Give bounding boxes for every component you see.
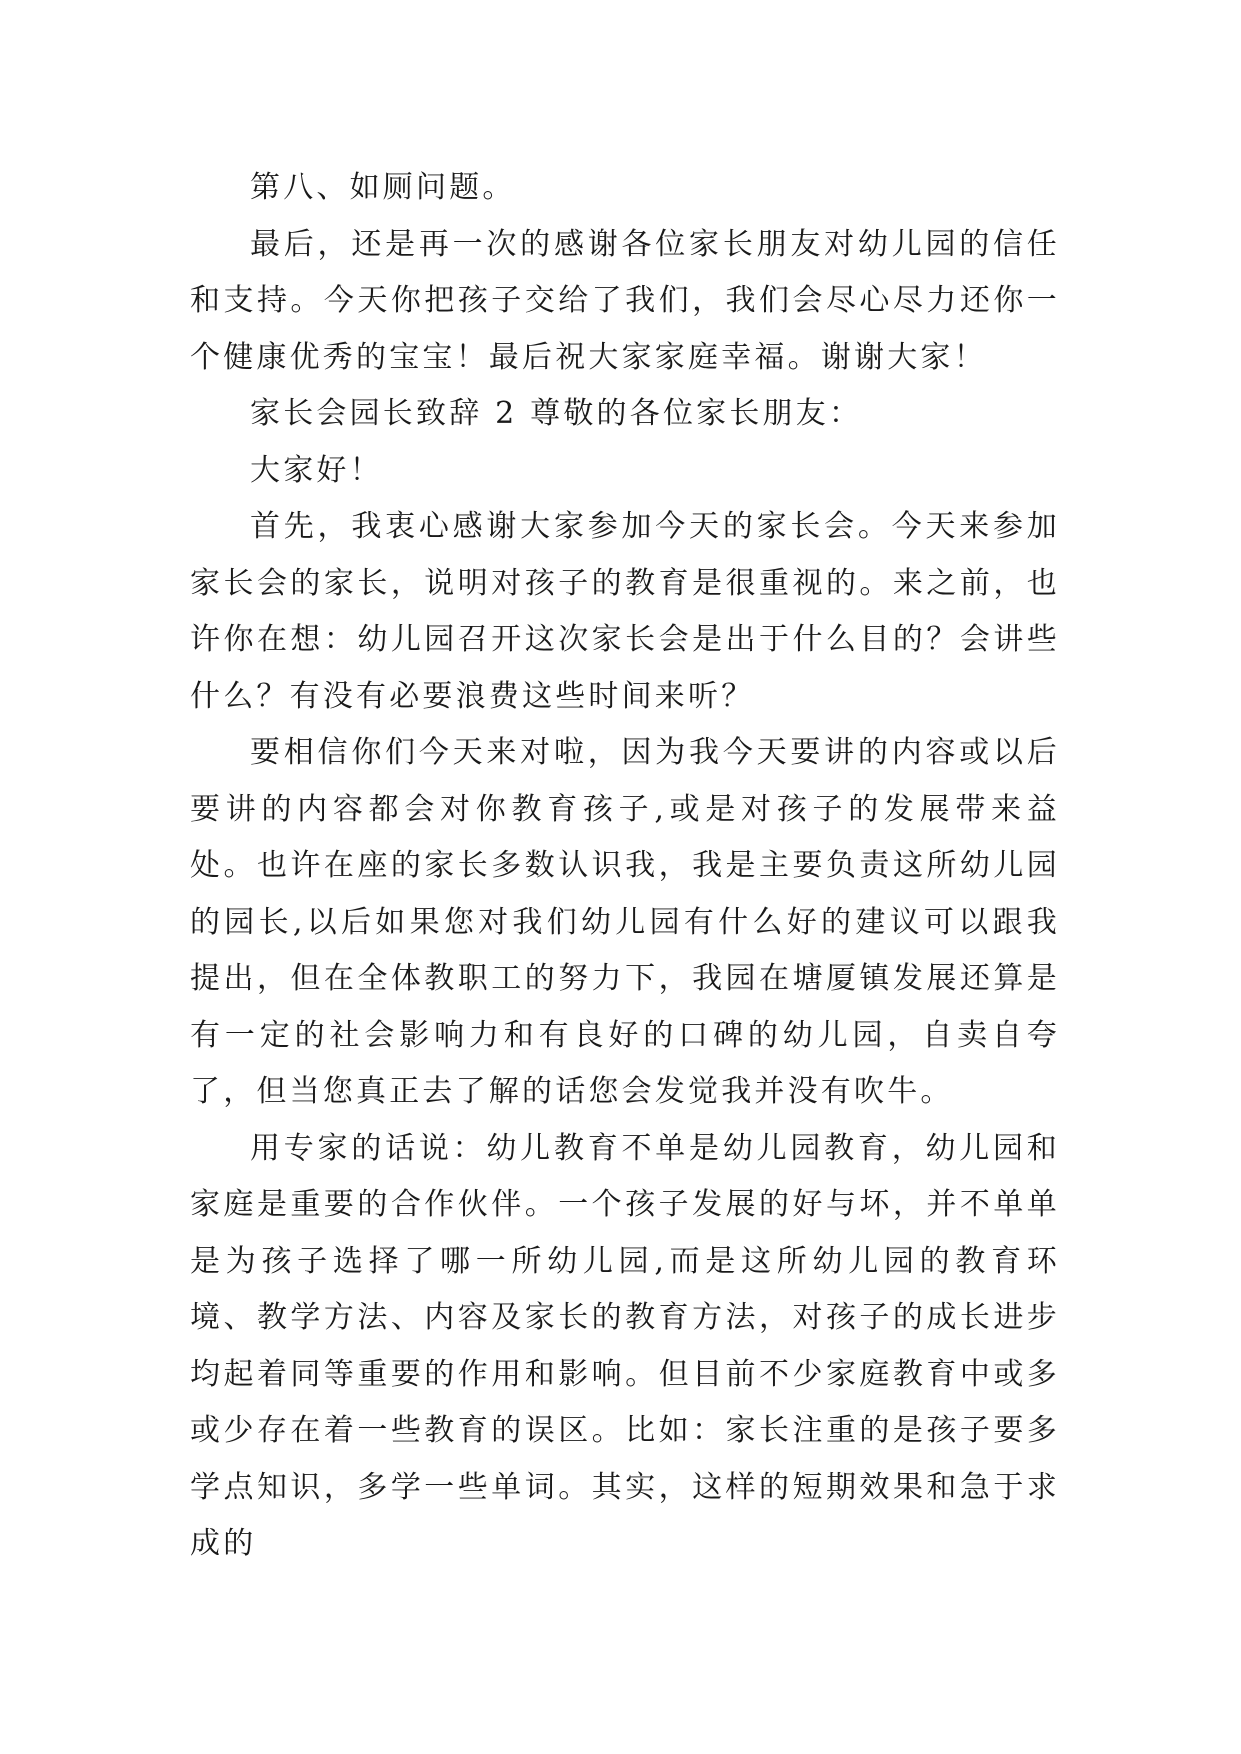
paragraph-toilet-issue: 第八、如厕问题。	[250, 170, 516, 205]
paragraph-introduction: 要相信你们今天来对啦，因为我今天要讲的内容或以后要讲的内容都会对你教育孩子,或是对孩子的发展带来益处。也许在座的家长多数认识我，我是主要负责这所幼儿园的园长,以后如果您对我们幼儿园有什么好的建议可以跟我提出，但在全体教职工的努力下，我园在塘厦镇发展还算是有一定的社会影响力和有良好的口碑的幼儿园，自卖自夸了，但当您真正去了解的话您会发觉我并没有吹牛。	[190, 735, 1060, 1109]
paragraph-greeting: 大家好！	[250, 452, 383, 488]
document-body	[190, 160, 1060, 1573]
paragraph-speech-2-heading: 家长会园长致辞 2 尊敬的各位家长朋友：	[250, 396, 863, 431]
paragraph-opening: 首先，我衷心感谢大家参加今天的家长会。今天来参加家长会的家长，说明对孩子的教育是很重视的。来之前，也许你在想：幼儿园召开这次家长会是出于什么目的？会讲些什么？有没有必要浪费这些时间来听？	[190, 509, 1060, 714]
paragraph-expert-view: 用专家的话说：幼儿教育不单是幼儿园教育，幼儿园和家庭是重要的合作伙伴。一个孩子发展的好与坏，并不单单是为孩子选择了哪一所幼儿园,而是这所幼儿园的教育环境、教学方法、内容及家长的教育方法，对孩子的成长进步均起着同等重要的作用和影响。但目前不少家庭教育中或多或少存在着一些教育的误区。比如：家长注重的是孩子要多学点知识，多学一些单词。其实，这样的短期效果和急于求成的	[190, 1130, 1060, 1561]
paragraph-closing-thanks: 最后，还是再一次的感谢各位家长朋友对幼儿园的信任和支持。今天你把孩子交给了我们，我们会尽心尽力还你一个健康优秀的宝宝！最后祝大家家庭幸福。谢谢大家！	[190, 226, 1060, 375]
